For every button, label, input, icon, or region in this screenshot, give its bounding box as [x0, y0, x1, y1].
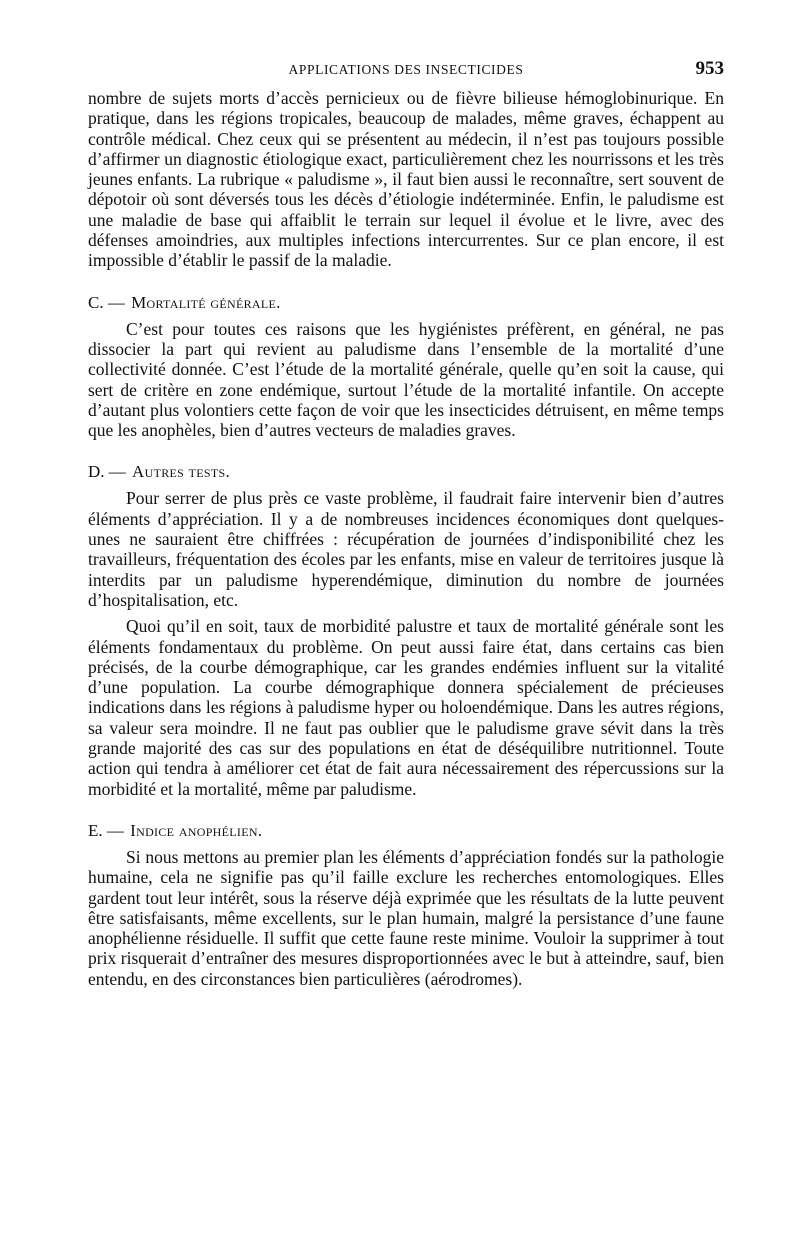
- running-header: [88, 52, 724, 88]
- section-letter: D. —: [88, 462, 126, 482]
- section-letter: C. —: [88, 292, 125, 312]
- section-d-paragraph-1: Pour serrer de plus près ce vaste problème, il faudrait faire intervenir bien d’autres éléments d’appréciation. Il y a de nombreuses incidences économiques dont quelques-unes ne sauraient être chiffrées : récupération de journées d’indisponibilité chez les travailleurs, fréquentation des écoles par les enfants, mise en valeur de territoires jusque là interdits par un paludisme hyperendémique, diminution du nombre de journées d’hospitalisation, etc.: [88, 488, 724, 610]
- page-number: 953: [695, 58, 724, 79]
- section-heading-d: [88, 462, 724, 482]
- section-heading-e: [88, 821, 724, 841]
- document-page: [88, 52, 724, 989]
- section-d-paragraph-2: Quoi qu’il en soit, taux de morbidité palustre et taux de mortalité générale sont les éléments fondamentaux du problème. On peut aussi faire état, dans certains cas bien précisés, de la courbe démographique, car les grandes endémies influent sur la vitalité d’une population. La courbe démographique donnera spécialement de précieuses indications dans les régions à paludisme hyper ou holoendémique. Dans les autres régions, sa valeur sera moindre. Il ne faut pas oublier que le paludisme grave sévit dans la très grande majorité des cas sur des populations en état de déséquilibre nutritionnel. Toute action qui tendra à améliorer cet état de fait aura nécessairement des répercussions sur la morbidité et la mortalité, même par paludisme.: [88, 616, 724, 799]
- section-c-paragraph-1: C’est pour toutes ces raisons que les hygiénistes préfèrent, en général, ne pas dissocier la part qui revient au paludisme dans l’ensemble de la mortalité d’une collectivité donnée. C’est l’étude de la mortalité générale, quelle qu’en soit la cause, qui sert de critère en zone endémique, surtout l’étude de la mortalité infantile. On accepte d’autant plus volontiers cette façon de voir que les insecticides détruisent, en même temps que les anophèles, bien d’autres vecteurs de maladies graves.: [88, 318, 724, 441]
- section-title: Autres tests.: [132, 462, 231, 482]
- section-e-paragraph-1: Si nous mettons au premier plan les éléments d’appréciation fondés sur la pathologie humaine, cela ne signifie pas qu’il faille exclure les recherches entomologiques. Elles gardent tout leur intérêt, sous la réserve déjà exprimée que les résultats de la lutte peuvent être satisfaisants, même excellents, sur le plan humain, malgré la persistance d’une faune anophélienne résiduelle. Il suffit que cette faune reste minime. Vouloir la supprimer à tout prix risquerait d’entraîner des mesures disproportionnées avec le but à atteindre, sauf, bien entendu, en des circonstances bien particulières (aérodromes).: [88, 846, 724, 989]
- section-heading-c: [88, 293, 724, 313]
- opening-paragraph: nombre de sujets morts d’accès pernicieux ou de fièvre bilieuse hémoglobinurique. En pratique, dans les régions tropicales, beaucoup de malades, même graves, échappent au contrôle médical. Chez ceux qui se présentent au médecin, il n’est pas toujours possible d’affirmer un diagnostic étiologique exact, particulièrement chez les nourrissons et les très jeunes enfants. La rubrique « paludisme », il faut bien aussi le reconnaître, sert souvent de dépotoir où sont déversés tous les décès d’étiologie indéterminée. Enfin, le paludisme est une maladie de base qui affaiblit le terrain sur lequel il évolue et le livre, avec des défenses amoindries, aux multiples infections intercurrentes. Sur ce plan encore, il est impossible d’établir le passif de la maladie.: [88, 88, 724, 271]
- running-title: APPLICATIONS DES INSECTICIDES: [288, 62, 524, 77]
- section-title: Mortalité générale.: [131, 292, 281, 312]
- section-title: Indice anophélien.: [130, 820, 263, 840]
- section-letter: E. —: [88, 820, 124, 840]
